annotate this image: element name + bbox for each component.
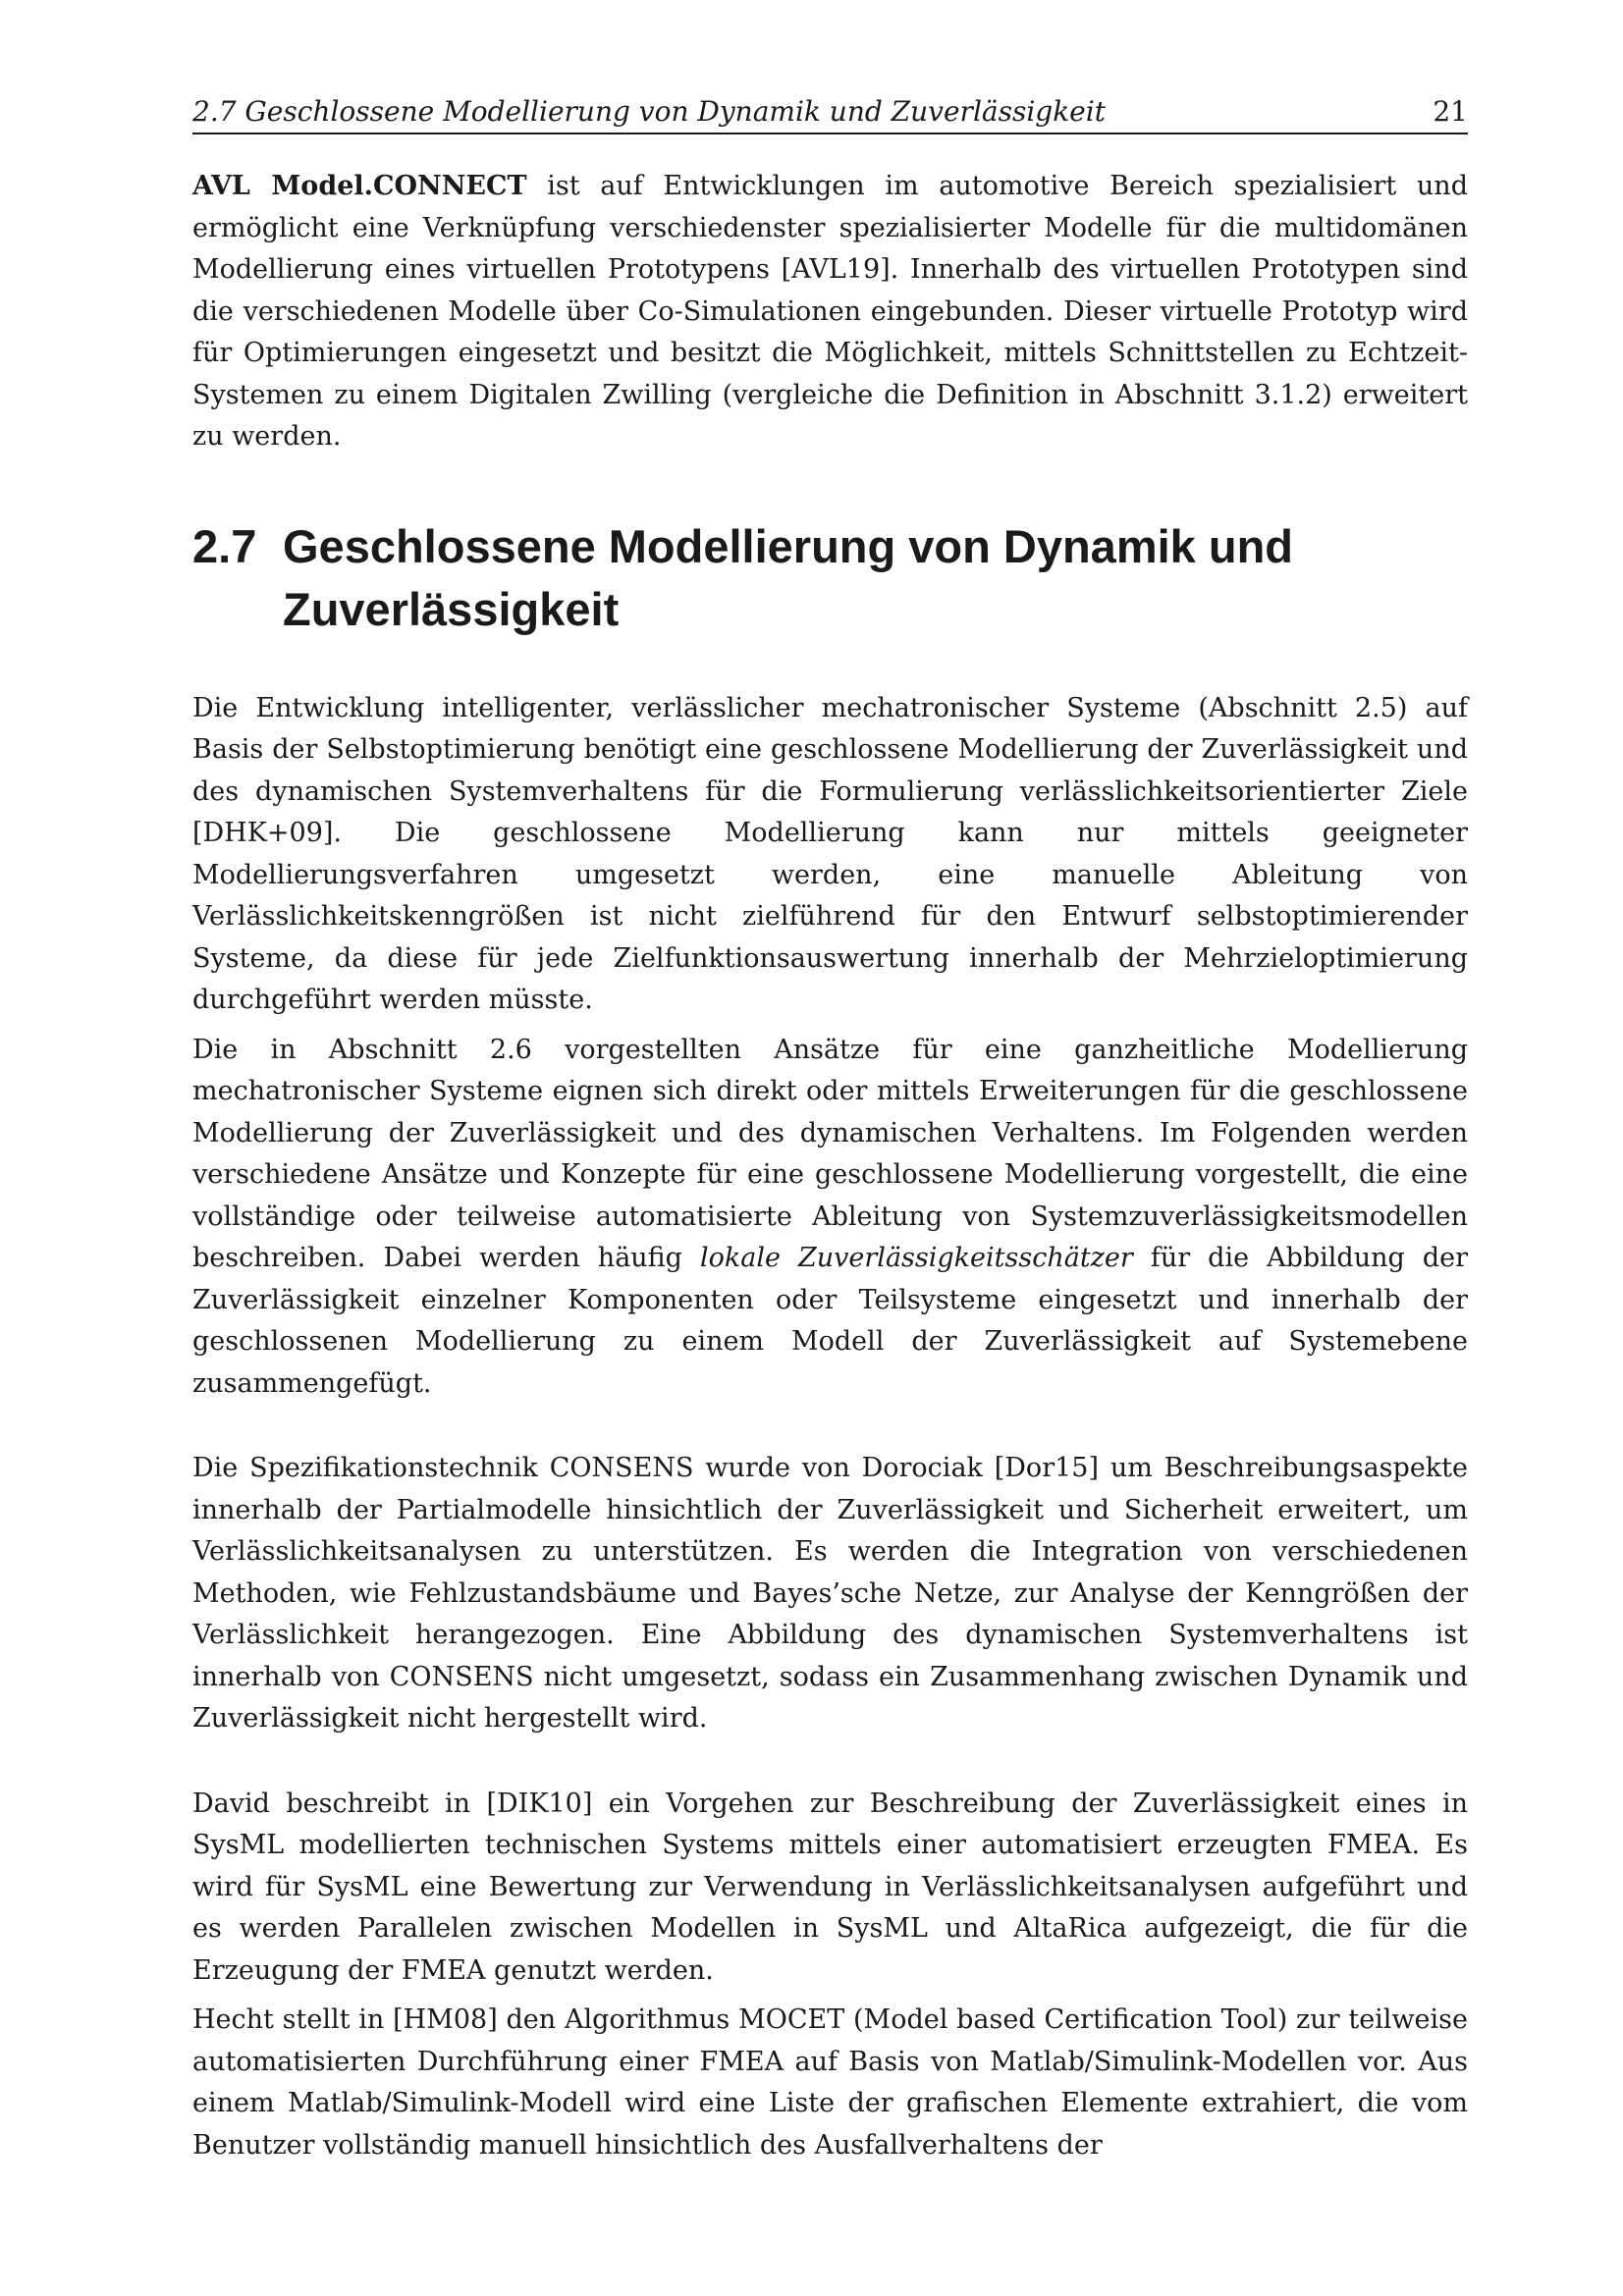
section-heading bbox=[192, 515, 1468, 641]
paragraph-4: David beschreibt in [DIK10] ein Vorgehen zur Beschreibung der Zuverlässigkeit eines in SysML modellierten technischen Systems mittels einer automatisiert erzeugten FMEA. Es wird für SysML eine Bewertung zur Verwendung in Verlässlichkeitsanalysen aufgeführt und es werden Parallelen zwischen Modellen in SysML und AltaRica aufgezeigt, die für die Erzeugung der FMEA genutzt werden. bbox=[192, 1788, 1468, 1986]
emphasis-term: lokale Zuverlässigkeitsschätzer bbox=[700, 1243, 1133, 1273]
section-title: Geschlossene Modellierung von Dynamik und Zuverlässigkeit bbox=[283, 519, 1293, 635]
intro-text: ist auf Entwicklungen im automotive Bereich spezialisiert und ermöglicht eine Verknüpfung verschiedenster spezialisierter Modelle für die multidomänen Modellierung eines virtuellen Prototypens [AVL19]. Innerhalb des virtuellen Prototypen sind die verschiedenen Modelle über Co-Simulationen eingebunden. Dieser virtuelle Prototyp wird für Optimierungen eingesetzt und besitzt die Möglichkeit, mittels Schnittstellen zu Echtzeit-Systemen zu einem Digitalen Zwilling (vergleiche die Definition in Abschnitt 3.1.2) erweitert zu werden. bbox=[192, 171, 1468, 452]
intro-paragraph bbox=[192, 166, 1468, 458]
paragraph-5: Hecht stellt in [HM08] den Algorithmus MOCET (Model based Certification Tool) zur teilweise automatisierten Durchführung einer FMEA auf Basis von Matlab/Simulink-Modellen vor. Aus einem Matlab/Simulink-Modell wird eine Liste der grafischen Elemente extrahiert, die vom Benutzer vollständig manuell hinsichtlich des Ausfallverhaltens der bbox=[192, 2004, 1468, 2161]
running-header bbox=[192, 94, 1468, 134]
page-number: 21 bbox=[1433, 95, 1468, 128]
running-title: 2.7 Geschlossene Modellierung von Dynamik und Zuverlässigkeit bbox=[192, 95, 1106, 128]
document-page bbox=[192, 94, 1468, 2166]
section-number: 2.7 bbox=[192, 519, 257, 572]
product-name: AVL Model.CONNECT bbox=[192, 171, 527, 201]
paragraph-3: Die Spezifikationstechnik CONSENS wurde von Dorociak [Dor15] um Beschreibungsaspekte innerhalb der Partialmodelle hinsichtlich der Zuverlässigkeit und Sicherheit erweitert, um Verlässlichkeitsanalysen zu unterstützen. Es werden die Integration von verschiedenen Methoden, wie Fehlzustandsbäume und Bayes’sche Netze, zur Analyse der Kenngrößen der Verlässlichkeit herangezogen. Eine Abbildung des dynamischen Systemverhaltens ist innerhalb von CONSENS nicht umgesetzt, sodass ein Zusammenhang zwischen Dynamik und Zuverlässigkeit nicht hergestellt wird. bbox=[192, 1453, 1468, 1734]
paragraph-2-text-b: für die Abbildung der Zuverlässigkeit einzelner Komponenten oder Teilsysteme eingesetzt und innerhalb der geschlossenen Modellierung zu einem Modell der Zuverlässigkeit auf Systemebene zusammengefügt. bbox=[192, 1243, 1468, 1399]
paragraph-2-text-a: Die in Abschnitt 2.6 vorgestellten Ansätze für eine ganzheitliche Modellierung mechatronischer Systeme eignen sich direkt oder mittels Erweiterungen für die geschlossene Modellierung der Zuverlässigkeit und des dynamischen Verhaltens. Im Folgenden werden verschiedene Ansätze und Konzepte für eine geschlossene Modellierung vorgestellt, die eine vollständige oder teilweise automatisierte Ableitung von Systemzuverlässigkeitsmodellen beschreiben. Dabei werden häufig bbox=[192, 1034, 1468, 1273]
paragraph-1: Die Entwicklung intelligenter, verlässlicher mechatronischer Systeme (Abschnitt 2.5) auf Basis der Selbstoptimierung benötigt eine geschlossene Modellierung der Zuverlässigkeit und des dynamischen Systemverhaltens für die Formulierung verlässlichkeitsorientierter Ziele [DHK+09]. Die geschlossene Modellierung kann nur mittels geeigneter Modellierungsverfahren umgesetzt werden, eine manuelle Ableitung von Verlässlichkeitskenngrößen ist nicht zielführend für den Entwurf selbstoptimierender Systeme, da diese für jede Zielfunktionsauswertung innerhalb der Mehrzieloptimierung durchgeführt werden müsste. bbox=[192, 692, 1468, 1015]
paragraph-2 bbox=[192, 1030, 1468, 1406]
